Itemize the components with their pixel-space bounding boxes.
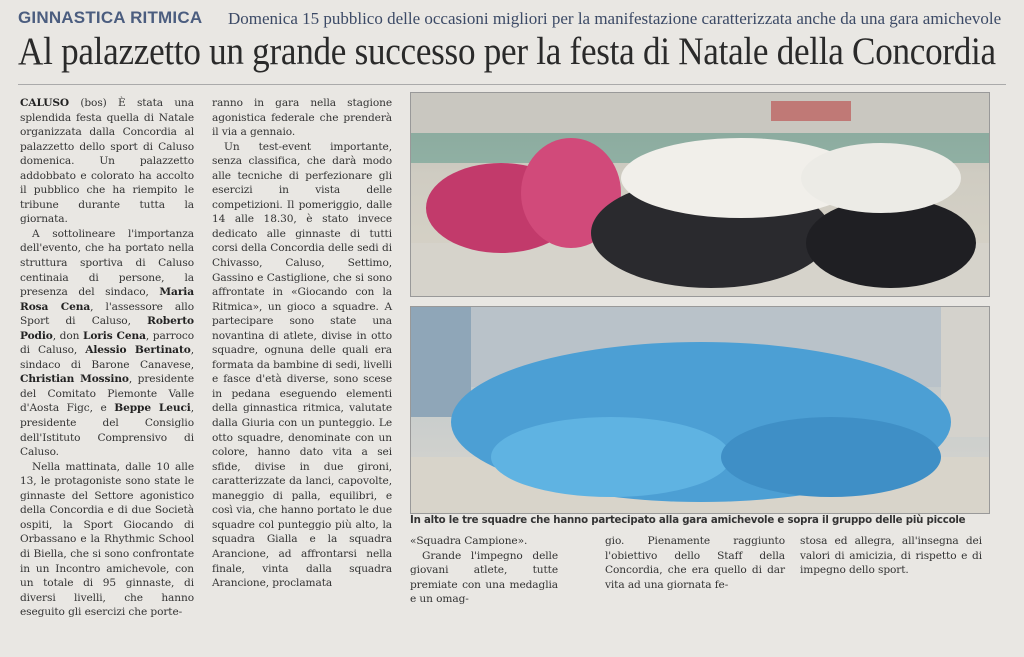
young-gymnasts-photo [410, 306, 990, 514]
subheadline: Domenica 15 pubblico delle occasioni migliori per la manifestazione caratterizzata anche da una gara amichevole [228, 9, 1002, 28]
dateline: CALUSO [20, 97, 70, 109]
paragraph-text: , l'assessore allo Sport di Caluso, [20, 300, 194, 328]
paragraph [20, 96, 194, 227]
headline: Al palazzetto un grande successo per la festa di Natale della Concordia [18, 30, 996, 73]
person-name: Alessio Bertinato [85, 344, 191, 357]
article-column-5 [800, 534, 982, 600]
paragraph: gio. Pienamente raggiunto l'obiettivo dello Staff della Concordia, che era quello di dar vita ad una giornata fe- [605, 535, 785, 591]
person-name: Beppe Leuci [114, 402, 191, 415]
gymnasts-white-group [621, 138, 961, 218]
paragraph: stosa ed allegra, all'insegna dei valori di amicizia, di rispetto e di impegno dello sport. [800, 535, 982, 577]
person-name: Loris Cena [82, 329, 146, 342]
paragraph: ranno in gara nella stagione agonistica federale che prenderà il via a gennaio. [212, 97, 392, 139]
photo-caption: In alto le tre squadre che hanno partecipato alla gara amichevole e sopra il gruppo delle più piccole [410, 515, 966, 526]
team-photo [410, 92, 990, 297]
article-column-3 [410, 534, 558, 606]
section-label: GINNASTICA RITMICA [18, 8, 203, 27]
paragraph [20, 227, 194, 460]
paragraph-text: È stata una splendida festa quella di Natale organizzata dalla Concordia al palazzetto dello sport di Caluso domenica. Un palazzetto addobbato e colorato ha accolto il pubblico che ha riempito le tribune durante tutta la giornata. [20, 97, 194, 226]
paragraph: «Squadra Campione». [410, 535, 528, 547]
paragraph-text: , sindaco di Barone Canavese, [20, 344, 194, 371]
paragraph: Grande l'impegno delle giovani atlete, tutte premiate con una medaglia e un omag- [410, 549, 558, 606]
young-gymnasts-photo-image [411, 307, 989, 513]
byline: (bos) [80, 97, 107, 109]
article-column-4 [605, 534, 785, 600]
paragraph-text: , presidente del Comitato Piemonte Valle d'Aosta Figc, e [20, 373, 194, 415]
gymnasts-blue-group [451, 342, 951, 502]
person-name: Christian Mossino [20, 373, 129, 386]
paragraph: Nella mattinata, dalle 10 alle 13, le protagoniste sono state le ginnaste del Settore agonistico della Concordia e di due Società ospiti, la Sport Giocando di Orbassano e la Rhythmic School di Biella, che si sono confrontate in un Incontro amichevole, con un totale di 95 ginnaste, di diversi livelli, che hanno eseguito gli esercizi che porte- [20, 460, 194, 619]
paragraph-text: A sottolineare l'importanza dell'evento, che ha portato nella struttura sportiva di Caluso centinaia di persone, la presenza del sindaco, [20, 227, 194, 299]
team-photo-image [411, 93, 989, 296]
paragraph-text: , parroco di Caluso, [20, 329, 194, 357]
divider [18, 84, 1006, 85]
paragraph-text: , don [52, 329, 80, 342]
article-column-2 [212, 96, 392, 591]
paragraph: Un test-event importante, senza classifica, che darà modo alle tecniche di perfezionare gli esercizi in vista delle competizioni. Il pomeriggio, dalle 14 alle 18.30, è stato invece dedicato alle ginnaste di tutti corsi della Concordia delle sedi di Chivasso, Caluso, Settimo, Gassino e Castiglione, che si sono affrontate in «Giocando con la Ritmica», un gioco a squadre. A partecipare sono state una novantina di atlete, divise in otto squadre, ognuna delle quali era formata da bambine di sedi, livelli e fasce d'età diverse, sono scese in pedana eseguendo elementi della ginnastica ritmica, valutate dalla Giuria con un punteggio. Le otto squadre, denominate con un colore, hanno dato vita a sei sfide, divise in due gironi, caratterizzate da lanci, capovolte, maneggio di palla, equilibri, e così via, che hanno portato le due squadre col punteggio più alto, la squadra Gialla e la squadra Arancione, ad affrontarsi nella finale, vinta dalla squadra Arancione, proclamata [212, 140, 392, 590]
person-name: Maria Rosa Cena [20, 286, 194, 313]
person-name: Roberto Podio [20, 315, 194, 342]
article-column-1 [20, 96, 194, 620]
paragraph-text: , presidente del Consiglio dell'Istituto Comprensivo di Caluso. [20, 402, 194, 459]
